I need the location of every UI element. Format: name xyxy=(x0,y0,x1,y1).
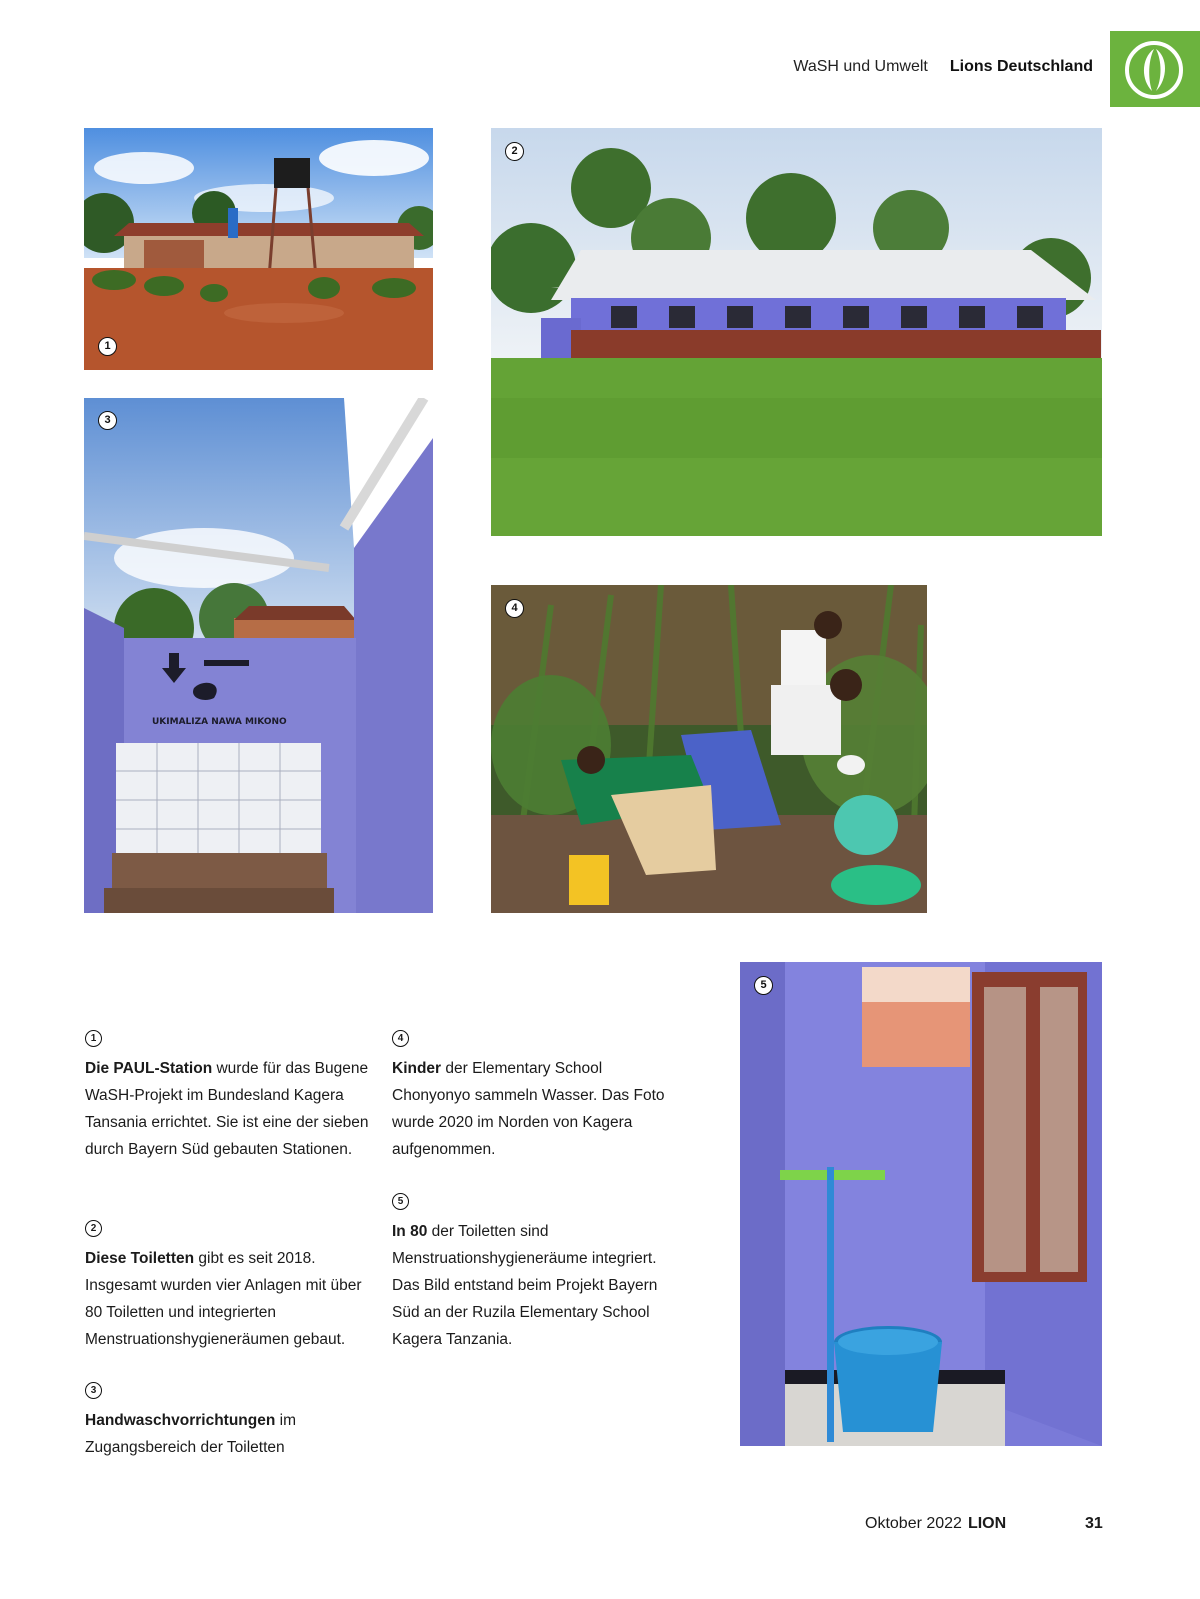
svg-text:UKIMALIZA NAWA MIKONO: UKIMALIZA NAWA MIKONO xyxy=(152,717,287,727)
caption-5 xyxy=(392,1193,682,1353)
photo-number: 4 xyxy=(505,599,524,618)
photo-number: 5 xyxy=(754,976,773,995)
caption-text: der Elementary School Chonyonyo sammeln Wasser. Das Foto wurde 2020 im Norden von Kagera aufgenommen. xyxy=(392,1060,665,1158)
photo-number: 2 xyxy=(505,142,524,161)
photo-toilet-block xyxy=(491,128,1102,536)
magazine-name: LION xyxy=(967,1515,1007,1532)
caption-text: im Zugangsbereich der Toiletten xyxy=(85,1412,297,1456)
caption-lead: Handwaschvorrichtungen xyxy=(85,1412,276,1429)
caption-2 xyxy=(85,1220,375,1353)
caption-number: 4 xyxy=(392,1030,409,1047)
caption-number: 3 xyxy=(85,1382,102,1399)
caption-3 xyxy=(85,1382,375,1461)
caption-text: der Toiletten sind Menstruationshygieneräume integriert. Das Bild entstand beim Projekt Bayern Süd an der Ruzila Elementary School Kagera Tanzania. xyxy=(392,1223,658,1348)
photo-number: 3 xyxy=(98,411,117,430)
caption-lead: Diese Toiletten xyxy=(85,1250,195,1267)
caption-number: 2 xyxy=(85,1220,102,1237)
photo-children-water xyxy=(491,585,927,913)
issue-date: Oktober 2022 xyxy=(865,1515,962,1532)
lions-logo xyxy=(1110,31,1200,107)
photo-number: 1 xyxy=(98,337,117,356)
caption-1 xyxy=(85,1030,375,1163)
caption-text: gibt es seit 2018. Insgesamt wurden vier Anlagen mit über 80 Toiletten und integrierten Menstruationshygieneräumen gebaut. xyxy=(85,1250,362,1348)
caption-text: wurde für das Bugene WaSH-Projekt im Bundesland Kagera Tansania errichtet. Sie ist eine der sieben durch Bayern Süd gebauten Stationen. xyxy=(85,1060,369,1158)
caption-number: 1 xyxy=(85,1030,102,1047)
caption-lead: Kinder xyxy=(392,1060,442,1077)
caption-lead: Die PAUL-Station xyxy=(85,1060,213,1077)
leaf-logo-icon xyxy=(1122,39,1186,101)
photo-handwashing xyxy=(84,398,433,913)
section-label: WaSH und Umwelt xyxy=(793,58,928,75)
running-header xyxy=(793,58,1093,76)
caption-number: 5 xyxy=(392,1193,409,1210)
brand-label: Lions Deutschland xyxy=(949,58,1093,75)
page-number: 31 xyxy=(1085,1515,1103,1532)
page-footer xyxy=(865,1515,1006,1533)
caption-4 xyxy=(392,1030,682,1163)
photo-hygiene-room xyxy=(740,962,1102,1446)
photo-paul-station xyxy=(84,128,433,370)
caption-lead: In 80 xyxy=(392,1223,428,1240)
